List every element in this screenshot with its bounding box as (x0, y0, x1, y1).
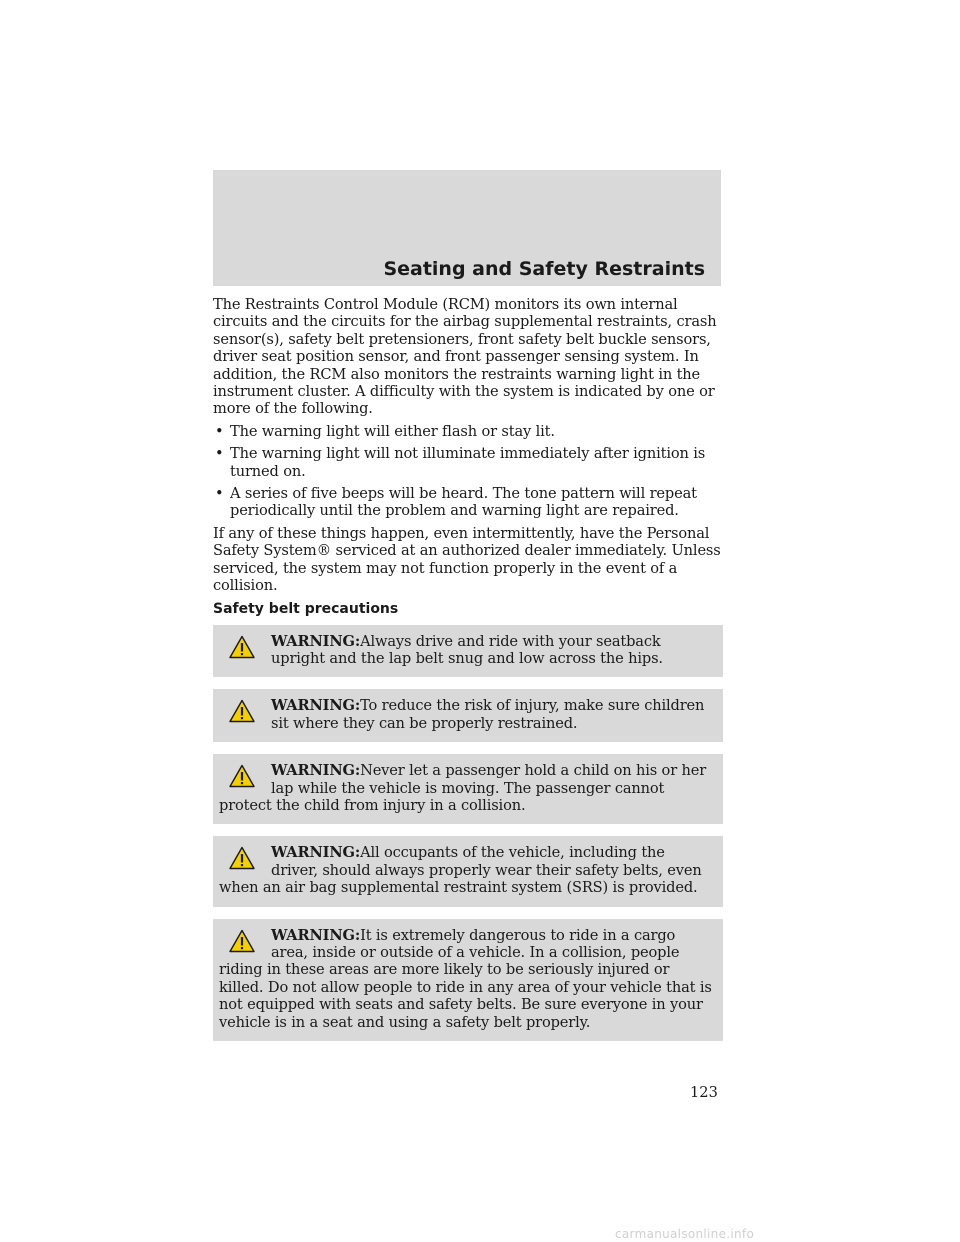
warning-text: Never let a passenger hold a child on his or her lap while the vehicle is moving. The passenger cannot protect the child from injury in a collision. (219, 762, 707, 814)
watermark: carmanualsonline.info (615, 1227, 755, 1241)
warning-triangle-icon (229, 846, 255, 870)
list-item-text: A series of five beeps will be heard. The tone pattern will repeat periodically until the problem and warning light are repaired. (230, 485, 697, 520)
list-item-text: The warning light will either flash or stay lit. (230, 422, 555, 440)
bullet-icon: • (215, 422, 224, 440)
header-band (213, 170, 721, 286)
intro-paragraph: The Restraints Control Module (RCM) monitors its own internal circuits and the circuits for the airbag supplemental restraints, crash sensor(s), safety belt pretensioners, front safety belt buckle sensors, driver seat position sensor, and front passenger sensing system. In addition, the RCM also monitors the restraints warning light in the instrument cluster. A difficulty with the system is indicated by one or more of the following. (213, 296, 717, 418)
warning-triangle-icon (229, 764, 255, 788)
warning-label: WARNING: (271, 926, 361, 944)
bullet-icon: • (215, 445, 224, 463)
warning-triangle-icon (229, 699, 255, 723)
bullet-icon: • (215, 485, 224, 503)
warning-text: Always drive and ride with your seatback upright and the lap belt snug and low across the hips. (271, 632, 663, 667)
page-content (213, 296, 723, 1053)
warning-label: WARNING: (271, 632, 361, 650)
list-item (213, 485, 723, 520)
page-title: Seating and Safety Restraints (383, 258, 705, 280)
page-number: 123 (690, 1084, 718, 1101)
warning-box (213, 754, 723, 824)
warning-label: WARNING: (271, 762, 361, 780)
warning-box (213, 919, 723, 1041)
warning-text: All occupants of the vehicle, including the driver, should always properly wear their safety belts, even when an air bag supplemental restraint system (SRS) is provided. (219, 844, 702, 897)
bullet-list (213, 423, 723, 520)
service-paragraph: If any of these things happen, even intermittently, have the Personal Safety System® serviced at an authorized dealer immediately. Unless serviced, the system may not function properly in the event of a collision. (213, 524, 721, 595)
list-item-text: The warning light will not illuminate immediately after ignition is turned on. (230, 445, 706, 480)
list-item (213, 445, 723, 480)
warning-box (213, 689, 723, 742)
warning-label: WARNING: (271, 697, 361, 715)
warning-triangle-icon (229, 635, 255, 659)
section-heading: Safety belt precautions (213, 600, 399, 617)
list-item (213, 423, 723, 440)
warning-box (213, 836, 723, 906)
warning-text: To reduce the risk of injury, make sure children sit where they can be properly restrained. (271, 697, 705, 732)
warning-box (213, 625, 723, 678)
warning-label: WARNING: (271, 844, 361, 862)
warning-triangle-icon (229, 929, 255, 953)
warning-text: It is extremely dangerous to ride in a cargo area, inside or outside of a vehicle. In a collision, people riding in these areas are more likely to be seriously injured or killed. Do not allow people to ride in any area of your vehicle that is not equipped with seats and safety belts. Be sure everyone in your vehicle is in a seat and using a safety belt properly. (219, 926, 712, 1031)
